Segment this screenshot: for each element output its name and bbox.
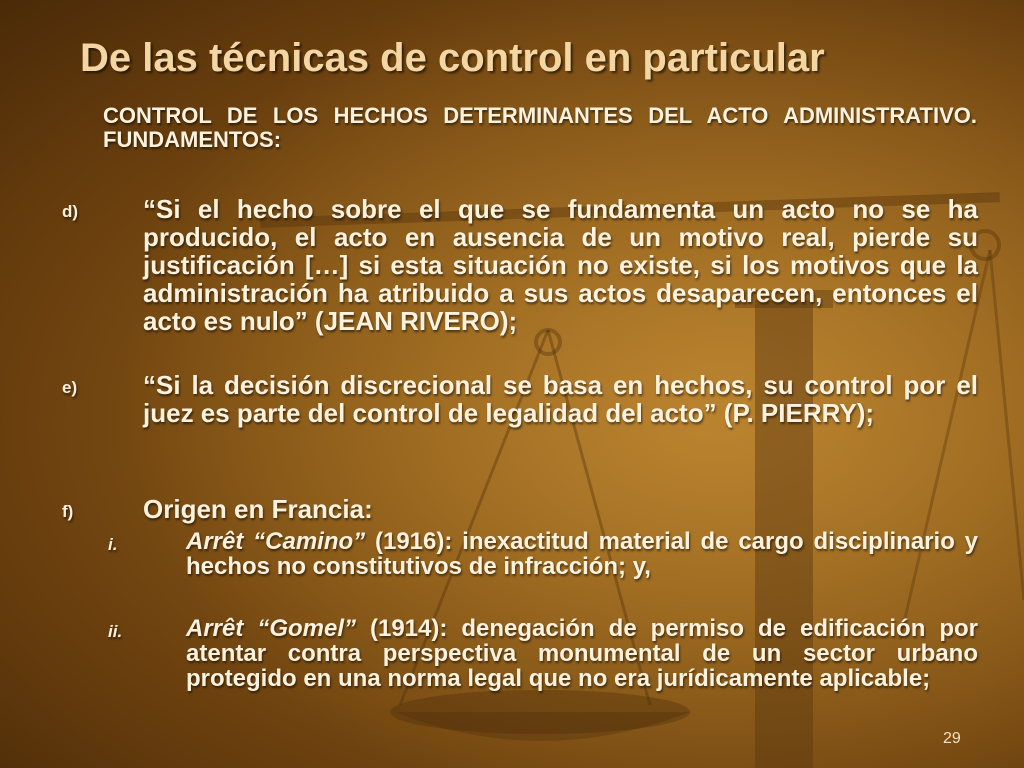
case-description-camino: (1916): inexactitud material de cargo disciplinario y hechos no constitutivos de infracción; y, xyxy=(186,528,979,580)
case-name-camino: Arrêt “Camino” xyxy=(186,528,366,555)
page-number: 29 xyxy=(943,730,961,747)
slide-subtitle: CONTROL DE LOS HECHOS DETERMINANTES DEL ACTO ADMINISTRATIVO. FUNDAMENTOS: xyxy=(103,103,977,152)
sublist-marker-i: i. xyxy=(108,535,118,554)
sublist-item-camino xyxy=(186,529,978,579)
list-item-origen-francia: Origen en Francia: xyxy=(143,494,373,524)
case-description-gomel: (1914): denegación de permiso de edificación por atentar contra perspectiva monumental de un sector urbano protegido en una norma legal que no era jurídicamente aplicable; xyxy=(186,615,978,692)
list-item-rivero-quote: “Si el hecho sobre el que se fundamenta un acto no se ha producido, el acto en ausencia de un motivo real, pierde su justificación […] si esta situación no existe, si los motivos que la administración ha atribuido a sus actos desaparecen, entonces el acto es nulo” (JEAN RIVERO); xyxy=(143,194,978,336)
list-marker-f: f) xyxy=(62,502,74,521)
sublist-item-gomel xyxy=(186,616,978,691)
sublist-marker-ii: ii. xyxy=(108,622,123,641)
case-name-gomel: Arrêt “Gomel” xyxy=(186,615,357,642)
list-item-pierry-quote: “Si la decisión discrecional se basa en hechos, su control por el juez es parte del control de legalidad del acto” (P. PIERRY); xyxy=(143,370,978,428)
list-marker-e: e) xyxy=(62,378,78,397)
slide-title: De las técnicas de control en particular xyxy=(80,36,825,80)
list-marker-d: d) xyxy=(62,202,79,221)
